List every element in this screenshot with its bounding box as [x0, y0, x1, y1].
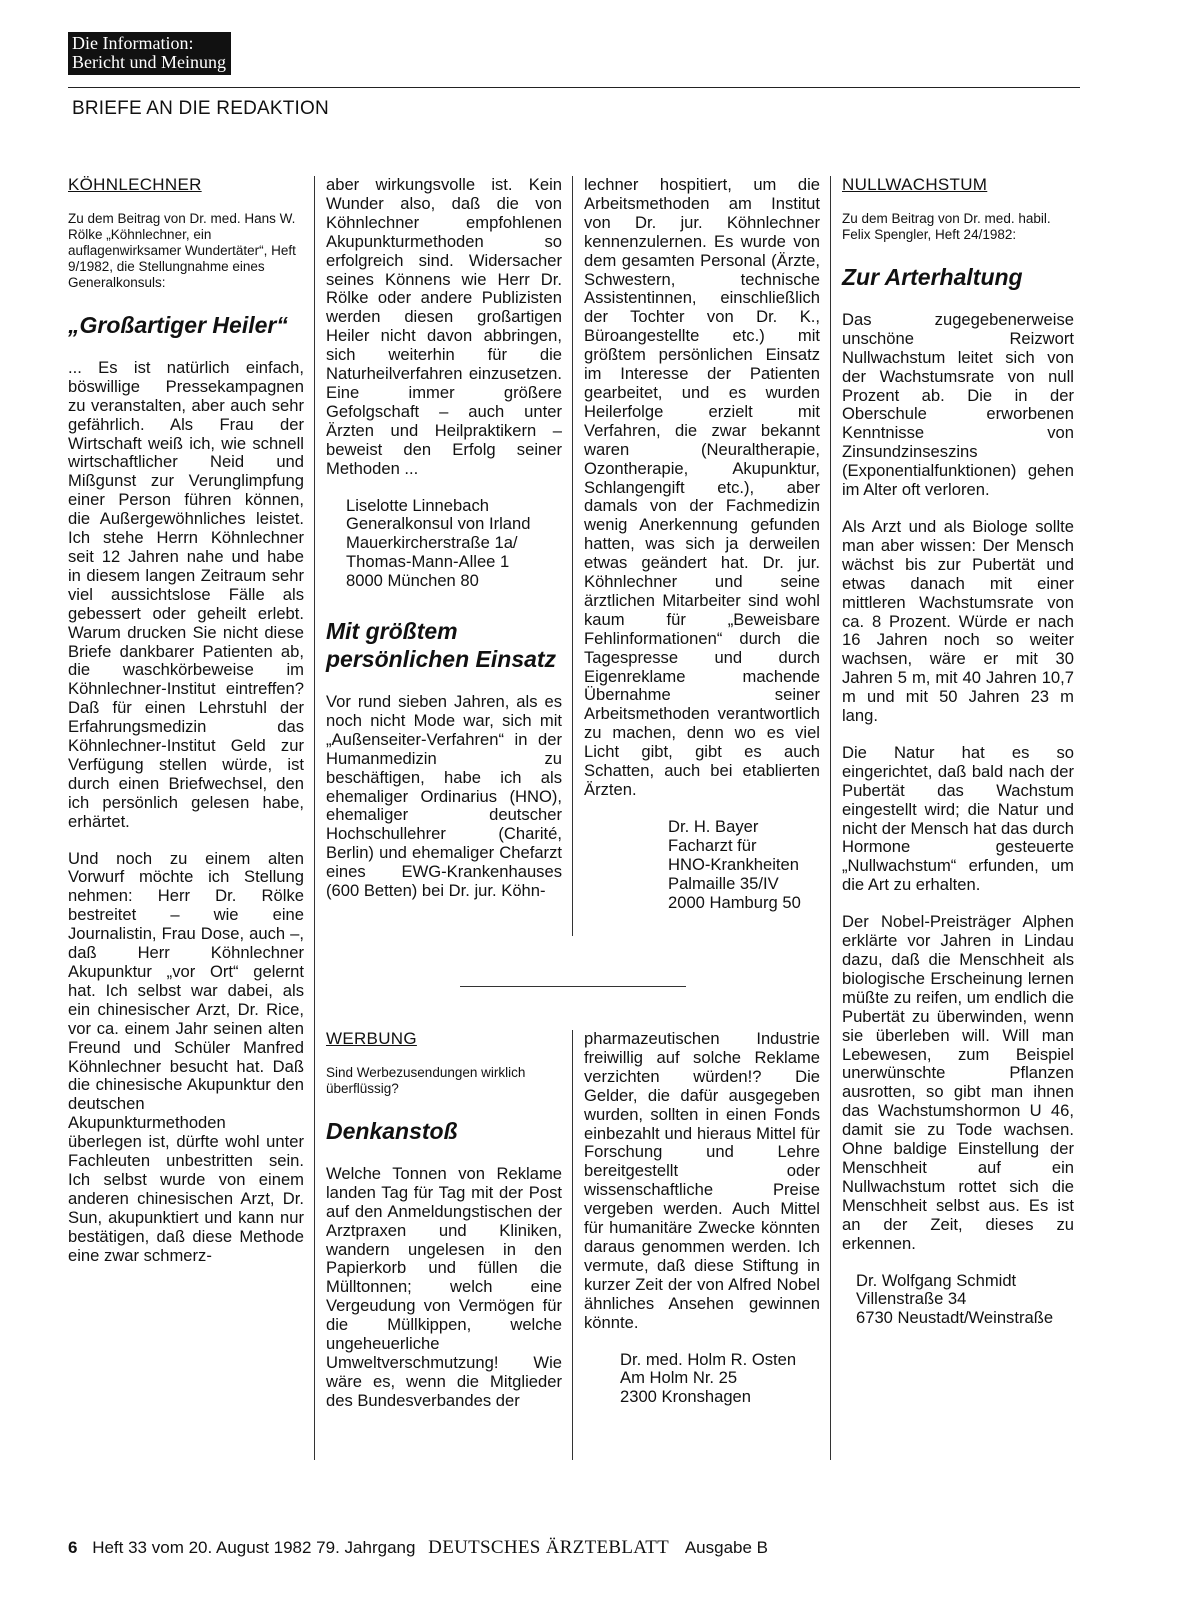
page-footer	[68, 1537, 768, 1559]
letter-paragraph: Welche Tonnen von Reklame landen Tag für Tag mit der Post auf den Anmeldungstischen der Arztpraxen und Kliniken, wandern ungelesen in den Papierkorb und füllen die Mülltonnen; welch eine Vergeudung von Vermögen für die Müllkippen, welche ungeheuerliche Umweltverschmutzung! Wie wäre es, wenn die Mitglieder des Bundesverbandes der	[326, 1163, 562, 1410]
column-3-lower	[584, 1030, 820, 1407]
letter-paragraph: pharmazeutischen Industrie freiwillig auf solche Reklame verzichten würden!? Die Gelder, die dafür ausgegeben wurden, sollten in einen Fonds einbezahlt und hieraus Mittel für Forschung und Lehre bereitgestellt oder wissenschaftliche Preise vergeben werden. Auch Mittel für humanitäre Zwecke könnten daraus genommen werden. Ich vermute, daß diese Stiftung in kurzer Zeit der von Alfred Nobel ähnliches Ansehen gewinnen könnte.	[584, 1029, 820, 1332]
section-title: BRIEFE AN DIE REDAKTION	[72, 98, 329, 119]
letter-headline: Mit größtem persönlichen Einsatz	[326, 618, 557, 673]
rubric-koehnlechner: KÖHNLECHNER	[68, 175, 202, 194]
letter-paragraph: Die Natur hat es so eingerichtet, daß bald nach der Pubertät das Wachstum eingestellt wird; die Natur und nicht der Mensch hat das durch Hormone gesteuerte „Nullwachstum“ erfunden, um die Art zu erhalten.	[842, 742, 1074, 895]
signature-line: Palmaille 35/IV	[668, 873, 779, 893]
column-1	[68, 176, 304, 1284]
rubric-werbung: WERBUNG	[326, 1029, 417, 1048]
page-number: 6	[68, 1538, 78, 1557]
masthead: DEUTSCHES ÄRZTEBLATT	[428, 1537, 670, 1558]
letter-signature	[620, 1351, 820, 1408]
letter-signature	[856, 1272, 1074, 1329]
column-3-upper	[584, 176, 820, 912]
letter-paragraph: ... Es ist natürlich einfach, böswillige Pressekampagnen zu veranstalten, aber auch sehr gefährlich. Als Frau der Wirtschaft weiß ich, wie schnell wirtschaftlicher Neid und Mißgunst zur Verunglimpfung einer Person führen können, die Außergewöhnliches leistet. Ich stehe Herrn Köhnlechner seit 12 Jahren nahe und habe in diesem langen Zeitraum sehr viel aussichtslose Fälle als gebessert oder geheilt erlebt. Warum drucken Sie nicht diese Briefe dankbarer Patienten ab, die waschkörbeweise im Köhnlechner-Institut eintreffen? Daß für einen Lehrstuhl der Erfahrungsmedizin das Köhnlechner-Institut Geld zur Verfügung stellen würde, ist durch einen Briefwechsel, den ich persönlich gelesen habe, erhärtet.	[68, 357, 304, 831]
signature-line: HNO-Krankheiten	[668, 854, 799, 874]
signature-line: Villenstraße 34	[856, 1289, 967, 1309]
header-rule	[68, 87, 1080, 88]
letter-intro: Sind Werbezusendungen wirklich überflüssig?	[326, 1064, 526, 1096]
column-divider	[830, 176, 831, 1460]
letter-intro: Zu dem Beitrag von Dr. med. habil. Felix Spengler, Heft 24/1982:	[842, 210, 1051, 242]
signature-line: 6730 Neustadt/Weinstraße	[856, 1308, 1054, 1328]
signature-line: 2000 Hamburg 50	[668, 892, 801, 912]
signature-line: Dr. H. Bayer	[668, 816, 759, 836]
signature-line: Dr. Wolfgang Schmidt	[856, 1270, 1017, 1290]
edition: Ausgabe B	[684, 1538, 769, 1557]
signature-line: Dr. med. Holm R. Osten	[620, 1349, 797, 1369]
signature-line: 8000 München 80	[346, 571, 479, 591]
story-separator	[460, 986, 686, 987]
signature-line: Liselotte Linnebach	[346, 495, 489, 515]
letter-signature	[668, 818, 820, 913]
letter-headline: Zur Arterhaltung	[842, 263, 1023, 290]
letter-intro: Zu dem Beitrag von Dr. med. Hans W. Rölke „Köhnlechner, ein auflagenwirksamer Wundertäter“, Heft 9/1982, die Stellungnahme eines Generalkonsuls:	[68, 210, 296, 290]
letter-paragraph: Das zugegebenerweise unschöne Reizwort Nullwachstum leitet sich von der Wachstumsrate von null Prozent ab. Die in der Oberschule erworbenen Kenntnisse von Zinsundzinseszins (Exponentialfunktionen) gehen im Alter oft verloren.	[842, 309, 1074, 500]
signature-line: 2300 Kronshagen	[620, 1387, 752, 1407]
letter-paragraph: aber wirkungsvolle ist. Kein Wunder also, daß die von Köhnlechner empfohlenen Akupunkturmethoden so erfolgreich sind. Widersacher seines Könnens wie Herr Dr. Rölke oder andere Publizisten werden diesen großartigen Heiler nicht davon abbringen, sich weiterhin für die Naturheilverfahren einzusetzen. Eine immer größere Gefolgschaft – auch unter Ärzten und Heilpraktikern – beweist den Erfolg seiner Methoden ...	[326, 175, 562, 478]
letter-signature	[346, 497, 562, 592]
column-divider	[572, 1030, 573, 1460]
column-2-lower	[326, 1030, 562, 1429]
letter-paragraph: Der Nobel-Preisträger Alphen erklärte vor Jahren in Lindau dazu, daß die Menschheit als biologische Erscheinung lernen müßte zu reifen, um endlich die Pubertät zu überwinden, wenn sie überleben will. Will man Lebewesen, zum Beispiel unerwünschte Pflanzen ausrotten, so gibt man ihnen das Wachstumshormon U 46, damit sie zu Tode wachsen. Ohne baldige Einstellung der Menschheit auf ein Nullwachstum rottet sich die Menschheit selbst aus. Es ist an der Zeit, dieses zu erkennen.	[842, 912, 1074, 1253]
signature-line: Am Holm Nr. 25	[620, 1368, 738, 1388]
rubric-nullwachstum: NULLWACHSTUM	[842, 175, 988, 194]
letter-paragraph: Als Arzt und als Biologe sollte man aber wissen: Der Mensch wächst bis zur Pubertät und etwas danach mit einer mittleren Wachstumsrate von ca. 8 Prozent. Würde er nach 16 Jahren noch so weiter wachsen, wäre er mit 30 Jahren 5 m, mit 40 Jahren 10,7 m und mit 50 Jahren 23 m lang.	[842, 516, 1074, 726]
column-divider	[314, 176, 315, 1460]
letter-headline: Denkanstoß	[326, 1117, 458, 1144]
signature-line: Generalkonsul von Irland	[346, 514, 531, 534]
badge-line-2: Bericht und Meinung	[72, 52, 226, 72]
column-2-upper	[326, 176, 562, 919]
signature-line: Facharzt für	[668, 835, 757, 855]
issue-info: Heft 33 vom 20. August 1982 79. Jahrgang	[92, 1538, 416, 1557]
letter-paragraph: Und noch zu einem alten Vorwurf möchte ich Stellung nehmen: Herr Dr. Rölke bestreitet – wie eine Journalistin, Frau Dose, auch –, daß Herr Köhnlechner Akupunktur „vor Ort“ gelernt hat. Ich selbst war dabei, als ein chinesischer Arzt, Dr. Rice, vor ca. einem Jahr seinen alten Freund und Schüler Manfred Köhnlechner besucht hat. Daß die chinesische Akupunktur den deutschen Akupunkturmethoden überlegen ist, dürfte wohl unter Fachleuten unbestritten sein. Ich selbst wurde von einem anderen chinesischen Arzt, Dr. Sun, akupunktiert und kann nur bestätigen, daß diese Methode eine zwar schmerz-	[68, 848, 304, 1265]
letter-paragraph: Vor rund sieben Jahren, als es noch nicht Mode war, sich mit „Außenseiter-Verfahren“ in der Humanmedizin zu beschäftigen, habe ich als ehemaliger Ordinarius (HNO), ehemaliger deutscher Hochschullehrer (Charité, Berlin) und ehemaliger Chefarzt eines EWG-Krankenhauses (600 Betten) bei Dr. jur. Köhn-	[326, 692, 562, 901]
signature-line: Thomas-Mann-Allee 1	[346, 552, 510, 572]
badge-line-1: Die Information:	[72, 33, 194, 53]
letter-headline: „Großartiger Heiler“	[68, 311, 288, 338]
column-4	[842, 176, 1074, 1328]
letter-paragraph: lechner hospitiert, um die Arbeitsmethoden am Institut von Dr. jur. Köhnlechner kennenzulernen. Es wurde von dem gesamten Personal (Ärzte, Schwestern, technische Assistentinnen, einschließlich der Tochter von Dr. K., Büroangestellte etc.) mit größtem persönlichen Einsatz im Interesse der Patienten gearbeitet, und es wurden Heilerfolge erzielt mit Verfahren, die zwar bekannt waren (Neuraltherapie, Ozontherapie, Akupunktur, Schlangengift etc.), aber damals von der Fachmedizin wenig Anerkennung gefunden hatten, was sich ja derweilen etwas geändert hat. Dr. jur. Köhnlechner und seine ärztlichen Mitarbeiter sind wohl kaum für „Beweisbare Fehlinformationen“ durch die Tagespresse und durch Eigenreklame machende Übernahme seiner Arbeitsmethoden verantwortlich zu machen, denn wo es viel Licht gibt, gibt es auch Schatten, auch bei etablierten Ärzten.	[584, 175, 820, 799]
column-divider	[572, 176, 573, 936]
rubric-badge	[68, 32, 231, 75]
signature-line: Mauerkircherstraße 1a/	[346, 533, 518, 553]
